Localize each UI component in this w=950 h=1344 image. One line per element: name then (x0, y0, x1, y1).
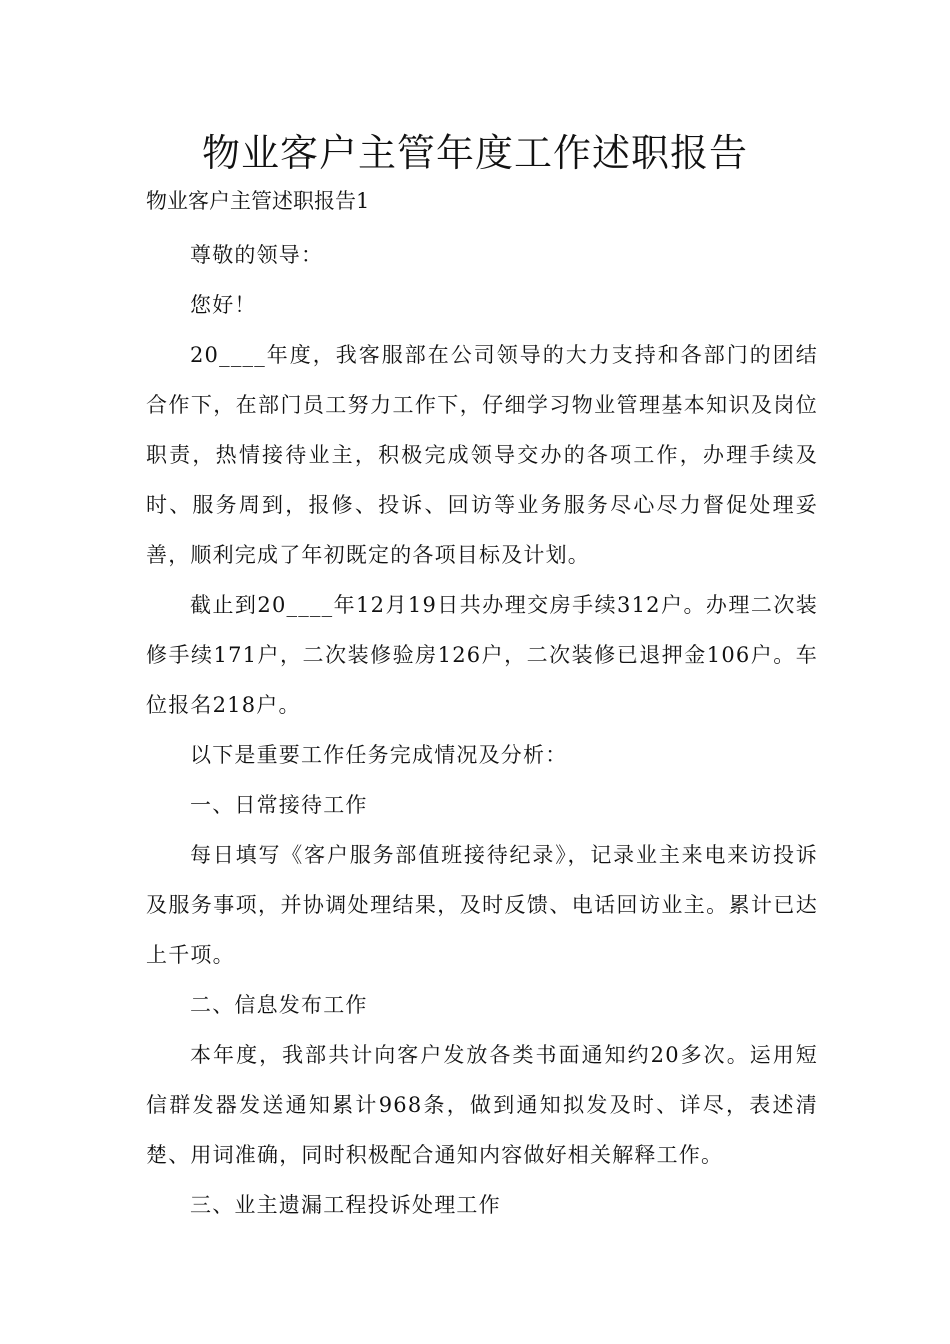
section-heading-2: 二、信息发布工作 (190, 993, 368, 1017)
section-heading-3: 三、业主遗漏工程投诉处理工作 (190, 1193, 501, 1217)
salutation: 尊敬的领导： (190, 243, 324, 267)
report-body (146, 230, 818, 1230)
intro-paragraph: 20____年度，我客服部在公司领导的大力支持和各部门的团结合作下，在部门员工努力工作下，仔细学习物业管理基本知识及岗位职责，热情接待业主，积极完成领导交办的各项工作，办理手续及时、服务周到，报修、投诉、回访等业务服务尽心尽力督促处理妥善，顺利完成了年初既定的各项目标及计划。 (146, 343, 818, 567)
section-2-paragraph: 本年度，我部共计向客户发放各类书面通知约20多次。运用短信群发器发送通知累计968条，做到通知拟发及时、详尽，表述清楚、用词准确，同时积极配合通知内容做好相关解释工作。 (146, 1043, 818, 1167)
section-heading-1: 一、日常接待工作 (190, 793, 368, 817)
greeting: 您好！ (190, 293, 257, 317)
statistics-paragraph: 截止到20____年12月19日共办理交房手续312户。办理二次装修手续171户，二次装修验房126户，二次装修已退押金106户。车位报名218户。 (146, 593, 818, 717)
page-title: 物业客户主管年度工作述职报告 (201, 131, 748, 175)
report-subtitle: 物业客户主管述职报告1 (146, 189, 370, 213)
section-1-paragraph: 每日填写《客户服务部值班接待纪录》，记录业主来电来访投诉及服务事项，并协调处理结果，及时反馈、电话回访业主。累计已达上千项。 (146, 843, 818, 967)
summary-lead: 以下是重要工作任务完成情况及分析： (190, 743, 568, 767)
